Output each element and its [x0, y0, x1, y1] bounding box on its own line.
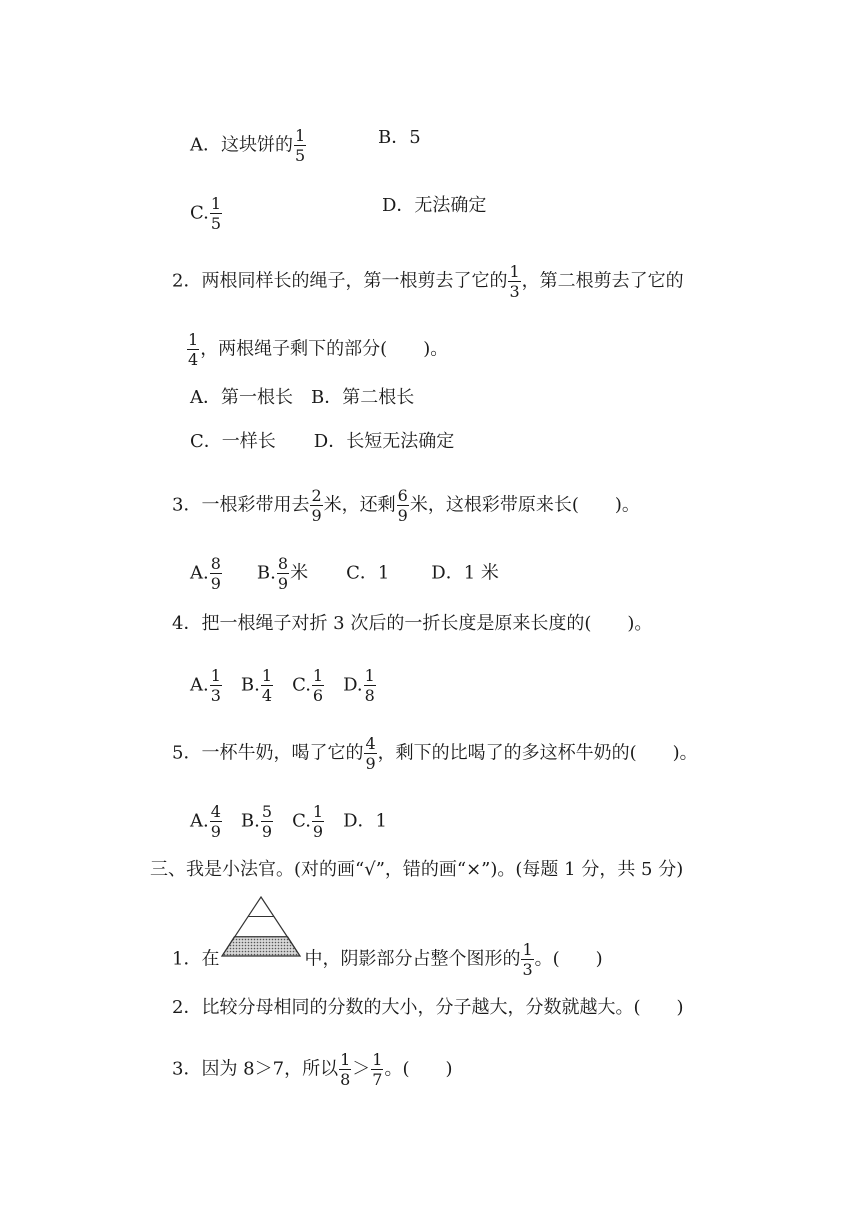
- q4-option-a-label: A.: [190, 674, 209, 696]
- q3-option-a-fraction: [210, 554, 222, 593]
- q1-option-d: [382, 194, 486, 218]
- tf2-text: 2．比较分母相同的分数的大小，分子越大，分数就越大。( ): [172, 997, 684, 1018]
- q5-options: [190, 802, 387, 841]
- q5-option-c-label: C.: [292, 810, 311, 832]
- denominator: 9: [277, 574, 289, 593]
- q5-option-a-label: A.: [190, 810, 209, 832]
- tf3-greater-than: ＞: [352, 1058, 371, 1080]
- tf-item-2: [172, 996, 684, 1020]
- q4-stem-text: 4．把一根绳子对折 3 次后的一折长度是原来长度的( )。: [172, 613, 653, 634]
- denominator: 3: [522, 960, 533, 979]
- q5-option-b-fraction: [261, 802, 273, 841]
- q2-option-a: A．第一根长: [190, 387, 293, 408]
- tf-item-1: [172, 940, 603, 979]
- tf1-prefix: 1．在: [172, 948, 220, 970]
- denominator: 8: [364, 686, 375, 705]
- q5-stem: [172, 734, 698, 773]
- numerator: 1: [509, 262, 520, 281]
- q3-option-d: D．1 米: [431, 562, 499, 584]
- q1-option-c: [190, 194, 223, 233]
- q3-stem-text-c: 米，这根彩带原来长( )。: [409, 494, 640, 516]
- section3-heading: [150, 858, 683, 882]
- numerator: 1: [188, 330, 199, 349]
- q4-options: [190, 666, 377, 705]
- q2-fraction-2: [187, 330, 199, 369]
- denominator: 4: [188, 350, 199, 369]
- q4-option-b-fraction: [261, 666, 273, 705]
- numerator: 4: [365, 734, 376, 753]
- q3-option-b-unit: 米: [290, 562, 309, 584]
- numerator: 8: [277, 554, 289, 573]
- denominator: 9: [210, 822, 221, 841]
- q2-fraction-1: [508, 262, 520, 301]
- denominator: 9: [311, 506, 322, 525]
- denominator: 9: [261, 822, 273, 841]
- q3-option-c: C．1: [346, 562, 390, 584]
- q4-option-d-fraction: [364, 666, 376, 705]
- q2-option-b: B．第二根长: [311, 387, 415, 408]
- q5-option-c-fraction: [312, 802, 324, 841]
- q1-option-a: [190, 126, 307, 165]
- tf3-fraction-1: [339, 1050, 351, 1089]
- q2-options-row2: [190, 430, 454, 454]
- q1-option-c-fraction: [210, 194, 222, 233]
- denominator: 7: [372, 1070, 383, 1089]
- q3-stem-text-b: 米，还剩: [323, 494, 396, 516]
- q5-stem-text-a: 5．一杯牛奶，喝了它的: [172, 742, 364, 764]
- section3-heading-text: 三、我是小法官。(对的画“√”，错的画“×”)。(每题 1 分，共 5 分): [150, 859, 684, 880]
- denominator: 9: [312, 822, 324, 841]
- q2-stem-text-a: 2．两根同样长的绳子，第一根剪去了它的: [172, 270, 508, 292]
- q3-stem: [172, 486, 640, 525]
- q5-stem-text-b: ，剩下的比喝了的多这杯牛奶的( )。: [377, 742, 698, 764]
- q4-option-a-fraction: [210, 666, 222, 705]
- q5-option-a-fraction: [210, 802, 222, 841]
- q5-option-d: D．1: [343, 810, 387, 832]
- denominator: 3: [509, 282, 520, 301]
- q3-option-b-label: B.: [256, 562, 276, 584]
- numerator: 4: [210, 802, 221, 821]
- q3-fraction-1: [310, 486, 322, 525]
- q4-option-c-label: C.: [292, 674, 311, 696]
- tf1-mid: 中，阴影部分占整个图形的: [304, 948, 521, 970]
- q3-stem-text-a: 3．一根彩带用去: [172, 494, 310, 516]
- q1-option-a-text: A．这块饼的: [190, 134, 293, 156]
- numerator: 1: [340, 1050, 351, 1069]
- q4-option-c-fraction: [312, 666, 324, 705]
- denominator: 3: [210, 686, 221, 705]
- q3-option-b-fraction: [277, 554, 289, 593]
- numerator: 1: [295, 126, 306, 145]
- q5-option-b-label: B.: [240, 810, 260, 832]
- numerator: 1: [522, 940, 533, 959]
- numerator: 1: [261, 666, 273, 685]
- q1-option-c-text: C.: [190, 202, 209, 224]
- q5-fraction: [364, 734, 376, 773]
- numerator: 1: [312, 666, 324, 685]
- tf1-fraction: [521, 940, 533, 979]
- tf3-prefix: 3．因为 8＞7，所以: [172, 1058, 339, 1080]
- numerator: 5: [261, 802, 273, 821]
- denominator: 6: [312, 686, 324, 705]
- numerator: 6: [397, 486, 408, 505]
- denominator: 9: [397, 506, 408, 525]
- numerator: 1: [210, 194, 222, 213]
- q1-option-d-text: D．无法确定: [382, 195, 487, 216]
- q1-option-a-fraction: [294, 126, 306, 165]
- q2-options-row1: [190, 386, 414, 410]
- q1-option-b: [378, 126, 421, 150]
- tf3-suffix: 。( ): [384, 1058, 453, 1080]
- q4-option-d-label: D.: [343, 674, 363, 696]
- denominator: 5: [295, 146, 306, 165]
- q3-options: [190, 554, 499, 593]
- q3-option-a-label: A.: [190, 562, 209, 584]
- denominator: 4: [261, 686, 273, 705]
- denominator: 9: [210, 574, 221, 593]
- q2-option-d: D．长短无法确定: [313, 431, 455, 452]
- numerator: 1: [210, 666, 221, 685]
- numerator: 1: [372, 1050, 383, 1069]
- denominator: 5: [210, 214, 222, 233]
- denominator: 8: [340, 1070, 351, 1089]
- q2-option-c: C．一样长: [190, 431, 276, 452]
- q2-stem-line2: [186, 330, 448, 369]
- q3-fraction-2: [397, 486, 409, 525]
- q2-stem-text-c: ，两根绳子剩下的部分( )。: [200, 338, 449, 360]
- tf3-fraction-2: [371, 1050, 383, 1089]
- numerator: 1: [312, 802, 324, 821]
- q2-stem-text-b: ，第二根剪去了它的: [521, 270, 684, 292]
- q4-option-b-label: B.: [240, 674, 260, 696]
- q4-stem: [172, 612, 652, 636]
- numerator: 8: [210, 554, 221, 573]
- q2-stem-line1: [172, 262, 684, 301]
- q1-option-b-text: B．5: [378, 127, 421, 148]
- denominator: 9: [365, 754, 376, 773]
- tf1-suffix: 。( ): [534, 948, 603, 970]
- tf-item-3: [172, 1050, 453, 1089]
- numerator: 2: [311, 486, 322, 505]
- numerator: 1: [364, 666, 375, 685]
